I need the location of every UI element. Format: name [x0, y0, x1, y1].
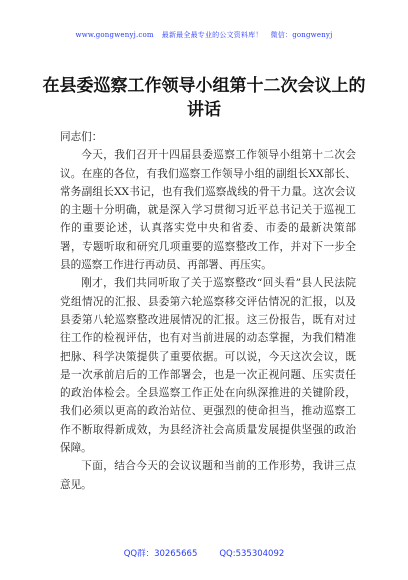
page-header [0, 30, 408, 40]
header-site[interactable]: www.gongwenyj.com [75, 31, 154, 39]
paragraph-3: 下面，结合今天的会议议题和当前的工作形势，我讲三点意见。 [60, 460, 356, 491]
document-title: 在县委巡察工作领导小组第十二次会议上的讲话 [42, 76, 366, 120]
document-body [60, 128, 356, 494]
footer-qq-group: QQ群：30265665 [123, 549, 198, 559]
paragraph-1: 今天，我们召开十四届县委巡察工作领导小组第十二次会议。在座的各位，有我们巡察工作领导小组的副组长XX部长、常务副组长XX书记，也有我们巡察战线的骨干力量。这次会议的主题十分明确，就是深入学习贯彻习近平总书记关于巡视工作的重要论述，认真落实党中央和省委、市委的最新决策部署，专题听取和研究几项重要的巡察整改工作，并对下一步全县的巡察工作进行再动员、再部署、再压实。 [60, 149, 356, 272]
page-footer [0, 547, 408, 559]
header-wechat: 微信：gongwenyj [270, 31, 333, 39]
salutation: 同志们： [60, 131, 103, 143]
footer-qq: QQ:535304092 [219, 549, 285, 559]
header-slogan: 最新最全最专业的公文资料库！ [161, 31, 263, 39]
paragraph-2: 刚才，我们共同听取了关于巡察整改“回头看”县人民法院党组情况的汇报、县委第六轮巡察移交评估情况的汇报，以及县委第八轮巡察整改进展情况的汇报。这三份报告，既有对过往工作的检视评估，也有对当前进展的动态掌握，为我们精准把脉、科学决策提供了重要依据。可以说，今天这次会议，既是一次承前启后的工作部署会，也是一次正视问题、压实责任的政治体检会。全县巡察工作正处在向纵深推进的关键阶段，我们必须以更高的政治站位、更强烈的使命担当，推动巡察工作不断取得新成效，为县经济社会高质量发展提供坚强的政治保障。 [60, 277, 356, 455]
